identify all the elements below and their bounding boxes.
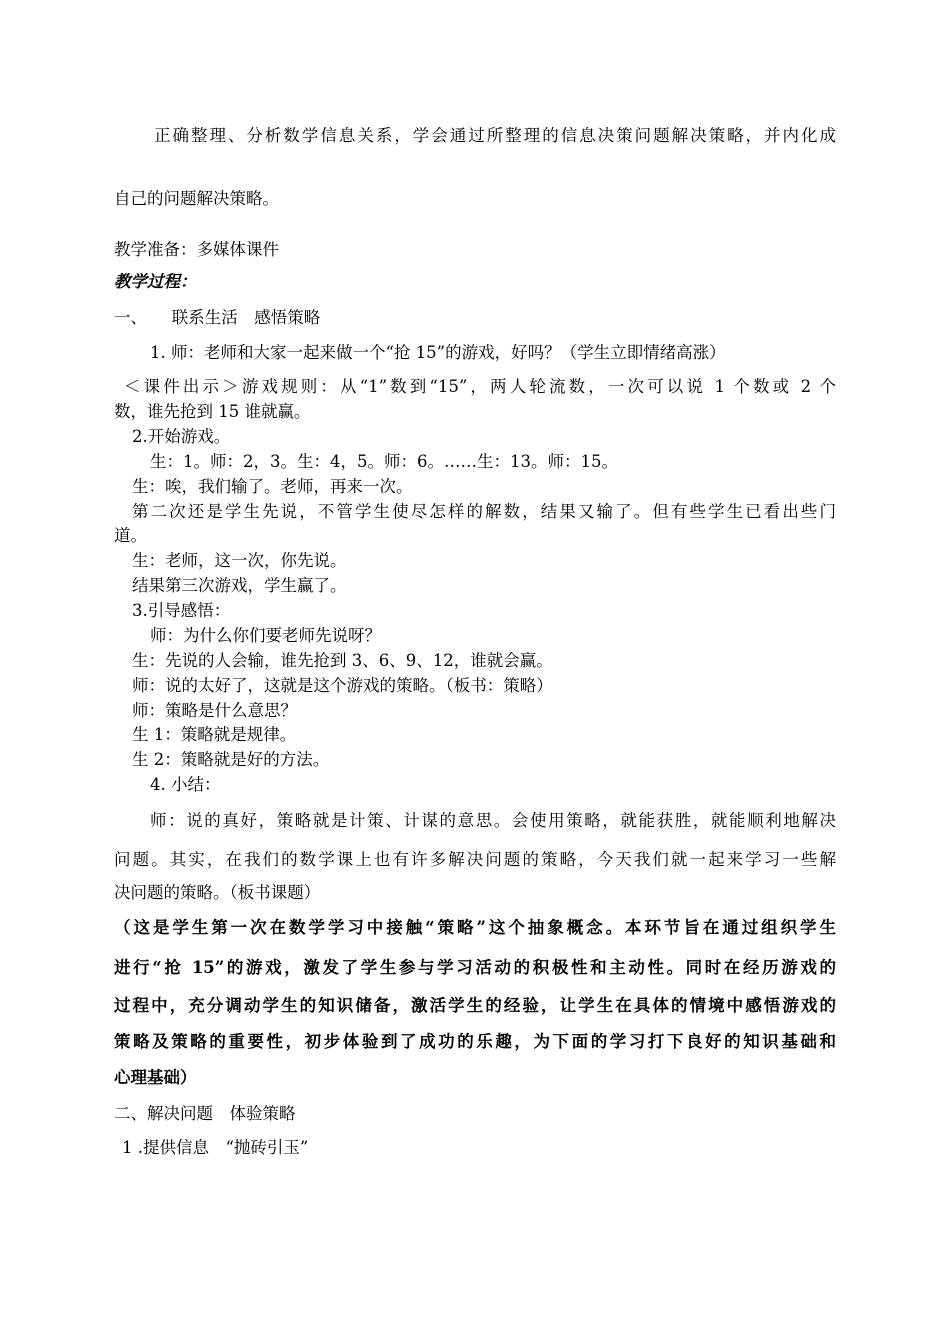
dialogue-line: 生 1：策略就是规律。 <box>132 725 297 744</box>
prep-line: 教学准备：多媒体课件 <box>114 240 279 259</box>
narrative-line: 第二次还是学生先说，不管学生使尽怎样的解数，结果又输了。但有些学生已看出些门 <box>132 502 836 521</box>
dialogue-line: 师：说的太好了，这就是这个游戏的策略。（板书：策略） <box>132 676 553 695</box>
section-1-item-2: 2.开始游戏。 <box>132 427 231 446</box>
summary-line: 决问题的策略。（板书课题） <box>114 883 321 902</box>
note-line: （这是学生第一次在数学学习中接触“策略”这个抽象概念。本环节旨在通过组织学生 <box>114 918 836 937</box>
note-line: 心理基础） <box>114 1068 197 1087</box>
summary-line: 问题。其实，在我们的数学课上也有许多解决问题的策略，今天我们就一起来学习一些解 <box>114 850 836 869</box>
section-1-item-4: 4. 小结： <box>150 775 221 794</box>
paragraph-line: 正确整理、分析数学信息关系，学会通过所整理的信息决策问题解决策略，并内化成 <box>154 126 836 145</box>
rules-line: 数，谁先抢到 15 谁就赢。 <box>114 402 311 421</box>
dialogue-line: 生：先说的人会输，谁先抢到 3、6、9、12，谁就会赢。 <box>132 651 553 670</box>
dialogue-line: 师：策略是什么意思？ <box>132 701 297 720</box>
paragraph-line: 自己的问题解决策略。 <box>114 189 279 208</box>
summary-line: 师：说的真好，策略就是计策、计谋的意思。会使用策略，就能获胜，就能顺利地解决 <box>150 811 836 830</box>
note-line: 过程中，充分调动学生的知识储备，激活学生的经验，让学生在具体的情境中感悟游戏的 <box>114 996 836 1015</box>
section-1-item-3: 3.引导感悟： <box>132 601 231 620</box>
rules-line: ＜课件出示＞游戏规则：从“1”数到“15”，两人轮流数，一次可以说 1 个数或 2 个 <box>124 377 836 396</box>
section-2-item-1: 1 .提供信息 “抛砖引玉” <box>122 1138 309 1157</box>
game-line: 生：1。师：2，3。生：4，5。师：6。……生：13。师：15。 <box>150 452 618 471</box>
section-1-heading: 一、 联系生活 感悟策略 <box>114 308 321 327</box>
section-1-item-1: 1. 师：老师和大家一起来做一个“抢 15”的游戏，好吗？（学生立即情绪高涨） <box>150 343 726 362</box>
dialogue-line: 生 2：策略就是好的方法。 <box>132 750 330 769</box>
note-line: 进行“抢 15”的游戏，激发了学生参与学习活动的积极性和主动性。同时在经历游戏的 <box>114 958 836 977</box>
dialogue-line: 师：为什么你们要老师先说呀？ <box>150 626 381 645</box>
process-heading: 教学过程： <box>114 272 197 291</box>
note-line: 策略及策略的重要性，初步体验到了成功的乐趣，为下面的学习打下良好的知识基础和 <box>114 1032 836 1051</box>
dialogue-line: 生：老师，这一次，你先说。 <box>132 551 347 570</box>
dialogue-line: 生：唉，我们输了。老师，再来一次。 <box>132 477 413 496</box>
narrative-line: 道。 <box>114 526 147 545</box>
narrative-line: 结果第三次游戏，学生赢了。 <box>132 576 347 595</box>
section-2-heading: 二、解决问题 体验策略 <box>114 1104 296 1123</box>
